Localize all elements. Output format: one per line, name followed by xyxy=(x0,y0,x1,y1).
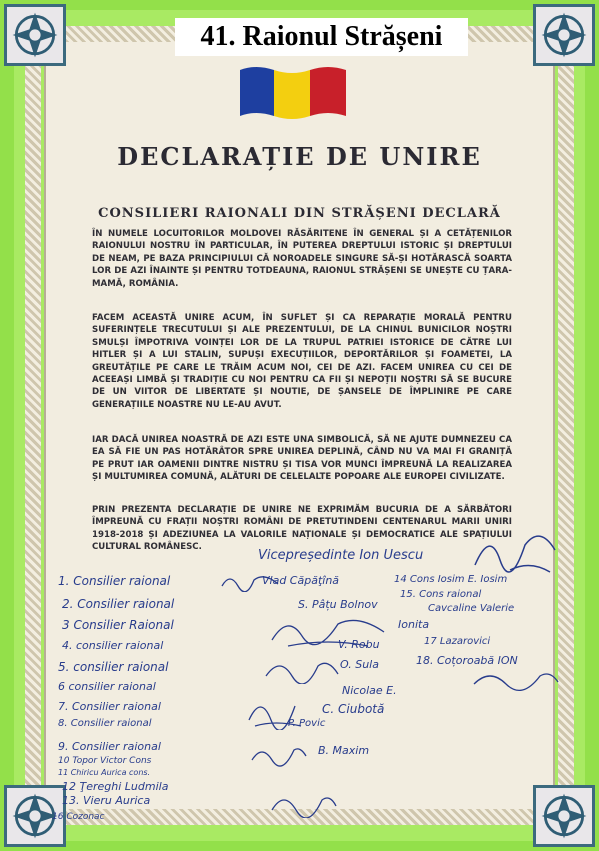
romanian-flag-icon xyxy=(236,62,350,122)
signature-line: 18. Coțoroabă ION xyxy=(416,654,518,667)
declaration-paragraph: PRIN PREZENTA DECLARAȚIE DE UNIRE NE EXPRIMĂM BUCURIA DE A SĂRBĂTORI ÎMPREUNĂ CU FRAȚII NOȘTRI ROMÂNI DE PRETUTINDENI CENTENARUL MARII UNIRI 1918-2018 ȘI ADEZIUNEA LA VALORILE NAȚIONALE ȘI DEMOCRATICE ALE SPAȚIULUI CULTURAL ROMÂNESC. xyxy=(92,505,512,553)
signature-scribble-icon xyxy=(470,664,560,694)
signature-line: 12 Ţereghi Ludmila xyxy=(62,780,169,793)
signer-name: Nicolae E. xyxy=(342,684,397,697)
signature-line: Cavcaline Valerie xyxy=(428,603,515,614)
signature-scribble-icon xyxy=(268,610,388,650)
declaration-paragraph: IAR DACĂ UNIREA NOASTRĂ DE AZI ESTE UNA SIMBOLICĂ, SĂ NE AJUTE DUMNEZEU CA EA SĂ FIE UN PAS HOTĂRÂTOR SPRE UNIREA DEPLINĂ, CÂND NU VA MAI FI GRANIȚĂ PE PRUT IAR OAMENII DINTRE NISTRU ȘI TISA VOR MUNCI ÎMPREUNĂ LA REALIZAREA ȘI MULTUMIREA COMUNĂ, ALĂTURI DE CELELALTE POPOARE ALE EUROPEI CIVILIZATE. xyxy=(92,435,512,483)
signer-name: Ionita xyxy=(398,618,430,631)
signature-line: 15. Cons raional xyxy=(400,589,482,600)
page-title: 41. Raionul Strășeni xyxy=(200,21,443,52)
corner-ornament-icon xyxy=(533,785,595,847)
signature-line: 9. Consilier raional xyxy=(58,740,161,753)
signature-scribble-icon xyxy=(220,570,280,592)
signer-name: C. Ciubotă xyxy=(322,702,385,716)
signature-scribble-icon xyxy=(262,654,342,684)
signature-line: 13. Vieru Aurica xyxy=(62,794,151,807)
vice-president-signature-line: Vicepreședinte Ion Uescu xyxy=(258,548,424,563)
title-box xyxy=(175,18,468,56)
signature-line: 6 consilier raional xyxy=(58,680,156,693)
signer-name: Vlad Căpăţînă xyxy=(262,574,340,587)
signature-line: 2. Consilier raional xyxy=(62,597,175,611)
signature-scribble-icon xyxy=(248,740,308,770)
signature-line: 3 Consilier Raional xyxy=(62,618,174,632)
signer-name: P. Povic xyxy=(288,718,326,729)
corner-ornament-icon xyxy=(533,4,595,66)
signature-line: 7. Consilier raional xyxy=(58,700,161,713)
signer-name: S. Pâțu Bolnov xyxy=(298,598,378,611)
declaration-paragraph: FACEM ACEASTĂ UNIRE ACUM, ÎN SUFLET ȘI CA REPARAȚIE MORALĂ PENTRU SUFERINȚELE TRECUTULUI ȘI ALE PREZENTULUI, DE LA CHINUL BUNICILOR NOȘTRI SMULȘI ÎMPOTRIVA VOINȚEI LOR DE LA TRUPUL PATRIEI ISTORICE DE CĂTRE LUI HITLER ȘI A LUI STALIN, SUPUȘI EXECUȚIILOR, DEPORTĂRILOR ȘI FOAMETEI, LA GREUTĂȚILE PE CARE LE TRĂIM ACUM NOI, CEI DE AZI. FACEM UNIREA CU CEI DE ACEEAȘI LIMBĂ ȘI TRADIȚIE CU NOI PENTRU CA FII ȘI NEPOȚII NOȘTRI SĂ SE BUCURE DE UN VIITOR DE LIBERTATE ȘI NOUTIE, DE ȘANSELE DE ÎMPLINIRE PE CARE GENERAȚIILE NOASTRE NU LE-AU AVUT. xyxy=(92,313,512,410)
signature-line: 1. Consilier raional xyxy=(58,574,171,588)
signature-line: 11 Chiricu Aurica cons. xyxy=(58,768,151,777)
corner-ornament-icon xyxy=(4,4,66,66)
signature-line: 8. Consilier raional xyxy=(58,718,152,729)
signature-line: 17 Lazarovici xyxy=(424,636,491,647)
signature-line: 10 Topor Victor Cons xyxy=(58,756,152,766)
signature-scribble-icon xyxy=(268,788,338,818)
signature-scribble-icon xyxy=(470,520,560,580)
signature-scribble-icon xyxy=(245,690,305,730)
signature-line: 16 Cozonac xyxy=(52,812,105,822)
signature-line: 5. consilier raional xyxy=(58,660,169,674)
declaration-heading: DECLARAȚIE DE UNIRE xyxy=(117,142,482,171)
signer-name: O. Sula xyxy=(340,658,379,671)
signer-name: B. Maxim xyxy=(318,744,370,757)
signature-line: 14 Cons Iosim E. Iosim xyxy=(394,574,508,585)
signer-name: V. Robu xyxy=(338,638,380,651)
declaration-subheading: CONSILIERI RAIONALI DIN STRĂȘENI DECLARĂ xyxy=(98,206,501,221)
declaration-paragraph: ÎN NUMELE LOCUITORILOR MOLDOVEI RĂSĂRITENE ÎN GENERAL ȘI A CETĂȚENILOR RAIONULUI NOSTRU ÎN PARTICULAR, ÎN PUTEREA DREPTULUI ISTORIC ȘI DREPTULUI DE NEAM, PE BAZA PRINCIPIULUI CĂ NOROADELE SINGURE SĂ-ȘI HOTĂRASCĂ SOARTA LOR DE AZI ÎNAINTE ȘI PENTRU TOTDEAUNA, RAIONUL STRĂȘENI SE UNEȘTE CU ȚARA-MAMĂ, ROMÂNIA. xyxy=(92,229,512,289)
signature-line: 4. consilier raional xyxy=(62,639,164,652)
